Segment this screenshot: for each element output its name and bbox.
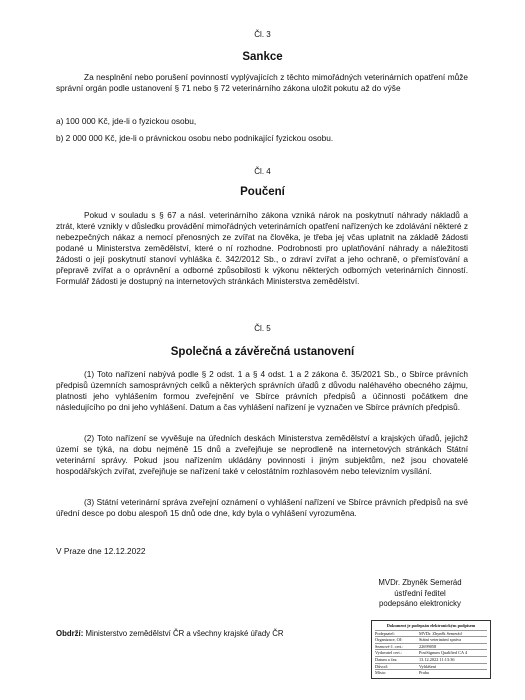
article-5-number: Čl. 5: [254, 324, 271, 333]
article-4-paragraph: Pokud v souladu s § 67 a násl. veterinárního zákona vzniká nárok na poskytnutí náhrady nákladů a ztrát, které vznikly v důsledku provádění mimořádných veterinárních opatření nařízených ke zdolávání některé z nebezpečných nákaz a nemocí přenosných ze zvířat na člověka, je třeba jej včas uplatnit na základě žádosti podané u Ministerstva zemědělství, které o ní rozhodne. Podrobnosti pro uplatňování náhrady a náležitosti žádosti o její poskytnutí stanoví vyhláška č. 342/2012 Sb., o zdraví zvířat a jeho ochraně, o přemísťování a přepravě zvířat a o oprávnění a odborné způsobilosti k výkonu některých odborných veterinárních činností. Formulář žádosti je dostupný na internetových stránkách Ministerstva zemědělství.: [56, 210, 468, 286]
article-3-item-b: b) 2 000 000 Kč, jde-li o právnickou osobu nebo podnikající fyzickou osobu.: [56, 133, 334, 143]
signatory-role: ústřední ředitel: [394, 588, 446, 598]
stamp-row: Důvod: Vyhlášení: [375, 663, 487, 670]
stamp-row: Místo: Praha: [375, 669, 487, 676]
stamp-row: Podepsatel: MVDr. Zbyněk Semerád: [375, 630, 487, 637]
article-3-item-a: a) 100 000 Kč, jde-li o fyzickou osobu,: [56, 116, 197, 126]
stamp-row: Datum a čas: 13.12.2022 11:13:36: [375, 656, 487, 663]
article-3-paragraph: Za nesplnění nebo porušení povinností vyplývajících z těchto mimořádných veterinárních opatření může správní orgán podle ustanovení § 71 nebo § 72 veterinárního zákona uložit pokutu až do výše: [56, 72, 468, 93]
signature-note: podepsáno elektronicky: [379, 599, 461, 608]
recipients-text: Ministerstvo zemědělství ČR a všechny krajské úřady ČR: [85, 629, 284, 638]
article-5-title: Společná a závěrečná ustanovení: [170, 346, 355, 358]
signatory-name: MVDr. Zbyněk Semerád: [378, 578, 462, 587]
article-4-number: Čl. 4: [254, 167, 271, 176]
article-4-title: Poučení: [240, 186, 285, 198]
article-5-paragraph-2: (2) Toto nařízení se vyvěšuje na úředních deskách Ministerstva zemědělství a krajských úřadů, jejichž území se týká, na dobu nejméně 15 dnů a zveřejňuje se neprodleně na internetových stránkách Státní veterinární správy. Pokud jsou nařízením ukládány povinnosti i jiným subjektům, než jsou chovatelé hospodářských zvířat, zveřejňuje se nařízení také v celostátním rozhlasovém nebo televizním vysílání.: [56, 433, 468, 476]
article-5-paragraph-1: (1) Toto nařízení nabývá podle § 2 odst. 1 a § 4 odst. 1 a 2 zákona č. 35/2021 Sb., o Sbírce právních předpisů územních samosprávných celků a některých správních úřadů z důvodu naléhavého obecného zájmu, platnosti jeho vyhlášením formou zveřejnění ve Sbírce právních předpisů a účinnosti počátkem dne následujícího po dni jeho vyhlášení. Datum a čas vyhlášení nařízení je vyznačen ve Sbírce právních předpisů.: [56, 369, 468, 412]
recipients: [56, 629, 284, 638]
stamp-title: Dokument je podepsán elektronickým podpisem: [386, 623, 476, 628]
electronic-signature-stamp: [371, 620, 491, 679]
place-date: V Praze dne 12.12.2022: [56, 546, 146, 556]
article-5-paragraph-3: (3) Státní veterinární správa zveřejní oznámení o vyhlášení nařízení ve Sbírce právních předpisů na své úřední desce po dobu alespoň 15 dnů ode dne, kdy byla o vyhlášení vyrozuměna.: [56, 497, 468, 518]
signature-block: [360, 578, 480, 610]
article-3-number: Čl. 3: [254, 30, 271, 39]
stamp-row: Seznové č. cert.: 22699058: [375, 643, 487, 650]
stamp-row: Vydavatel cert.: PostSignum Qualified CA 4: [375, 649, 487, 656]
recipients-label: Obdrží:: [56, 629, 84, 638]
article-3-title: Sankce: [242, 51, 283, 63]
stamp-row: Organizace, OJ: Státní veterinární správa: [375, 636, 487, 643]
